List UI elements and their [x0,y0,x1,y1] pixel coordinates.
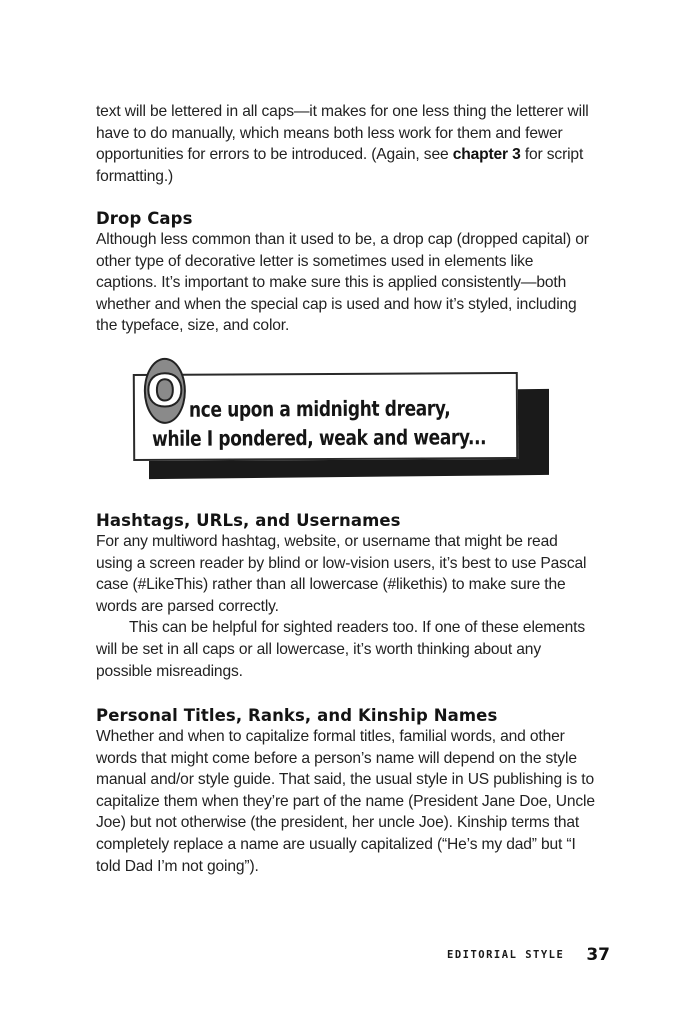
intro-paragraph [96,101,596,187]
drop-cap-example-caption [133,365,553,493]
caption-line-1: nce upon a midnight dreary, [188,396,451,422]
section-heading: Hashtags, URLs, and Usernames [96,511,401,530]
section-heading: Personal Titles, Ranks, and Kinship Names [96,706,498,725]
section-paragraph: For any multiword hashtag, website, or username that might be read using a screen reader by blind or low-vision users, it’s best to use Pascal case (#LikeThis) rather than all lowercase (#likethis) to make sure the words are parsed correctly. [96,533,587,615]
chapter-reference: chapter 3 [452,146,521,164]
section-paragraph: Although less common than it used to be, a drop cap (dropped capital) or other type of decorative letter is sometimes used in elements like captions. It’s important to make sure this is applied consistently—both whether and when the special cap is used and how it’s styled, including the typeface, size, and color. [96,231,589,335]
page-number: 37 [586,945,610,965]
section-paragraph: Whether and when to capitalize formal titles, familial words, and other words that might come before a person’s name will depend on the style manual and/or style guide. That said, the usual style in US publishing is to capitalize them when they’re part of the name (President Jane Doe, Uncle Joe) but not otherwise (the president, her uncle Joe). Kinship terms that completely replace a name are usually capitalized (“He’s my dad” but “I told Dad I’m not going”). [96,728,595,875]
section-hashtags [96,510,596,682]
section-heading: Drop Caps [96,209,193,228]
section-personal-titles [96,705,596,877]
intro-text: text will be lettered in all caps—it makes for one less thing the letterer will have to do manually, which means both less work for them and fewer opportunities for errors to be introduced. (Again, see [96,103,589,164]
section-paragraph: This can be helpful for sighted readers too. If one of these elements will be set in all caps or all lowercase, it’s worth thinking about any possible misreadings. [96,619,586,680]
caption-line-2: while I pondered, weak and weary... [152,425,487,451]
drop-cap-letter: O [144,358,186,424]
page-footer [447,945,610,965]
running-head: EDITORIAL STYLE [447,949,565,961]
intro-text-end: for script formatting.) [96,146,584,185]
section-drop-caps [96,208,596,337]
caption-box [133,365,518,461]
